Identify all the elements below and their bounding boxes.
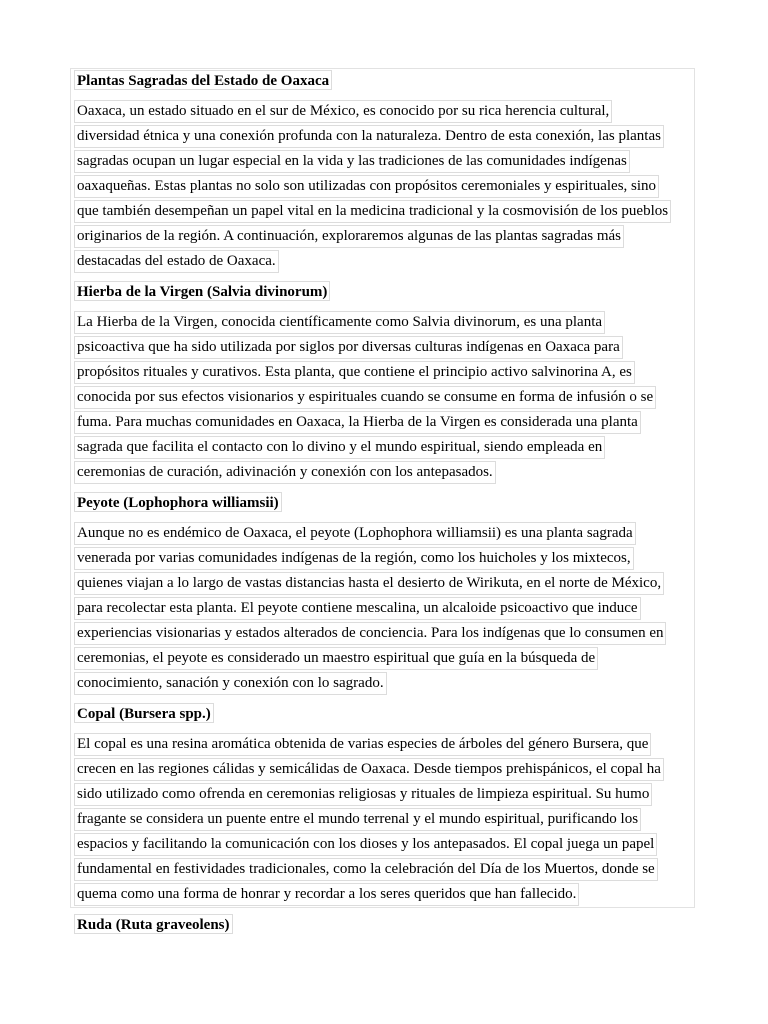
text-line: fuma. Para muchas comunidades en Oaxaca, la Hierba de la Virgen es considerada una planta xyxy=(74,411,641,434)
document-title-block xyxy=(74,70,694,92)
section-paragraph-peyote xyxy=(74,522,694,695)
text-line: crecen en las regiones cálidas y semicálidas de Oaxaca. Desde tiempos prehispánicos, el copal ha xyxy=(74,758,664,781)
text-line: conocimiento, sanación y conexión con lo sagrado. xyxy=(74,672,387,695)
section-heading-ruda: Ruda (Ruta graveolens) xyxy=(74,914,233,934)
text-line: El copal es una resina aromática obtenida de varias especies de árboles del género Bursera, que xyxy=(74,733,651,756)
text-line: Oaxaca, un estado situado en el sur de México, es conocido por su rica herencia cultural, xyxy=(74,100,612,123)
section-heading-block xyxy=(74,281,694,303)
text-line: fragante se considera un puente entre el mundo terrenal y el mundo espiritual, purificando los xyxy=(74,808,641,831)
document-body xyxy=(74,70,694,944)
section-heading-copal: Copal (Bursera spp.) xyxy=(74,703,214,723)
text-line: para recolectar esta planta. El peyote contiene mescalina, un alcaloide psicoactivo que induce xyxy=(74,597,641,620)
section-heading-salvia: Hierba de la Virgen (Salvia divinorum) xyxy=(74,281,330,301)
section-paragraph-copal xyxy=(74,733,694,906)
section-paragraph-salvia xyxy=(74,311,694,484)
text-line: Aunque no es endémico de Oaxaca, el peyote (Lophophora williamsii) es una planta sagrada xyxy=(74,522,636,545)
text-line: sagrada que facilita el contacto con lo divino y el mundo espiritual, siendo empleada en xyxy=(74,436,605,459)
text-line: fundamental en festividades tradicionales, como la celebración del Día de los Muertos, donde se xyxy=(74,858,658,881)
text-line: sido utilizado como ofrenda en ceremonias religiosas y rituales de limpieza espiritual. Su humo xyxy=(74,783,652,806)
text-line: psicoactiva que ha sido utilizada por siglos por diversas culturas indígenas en Oaxaca para xyxy=(74,336,623,359)
text-line: sagradas ocupan un lugar especial en la vida y las tradiciones de las comunidades indígenas xyxy=(74,150,630,173)
text-line: La Hierba de la Virgen, conocida científicamente como Salvia divinorum, es una planta xyxy=(74,311,605,334)
text-line: ceremonias, el peyote es considerado un maestro espiritual que guía en la búsqueda de xyxy=(74,647,598,670)
text-line: espacios y facilitando la comunicación con los dioses y los antepasados. El copal juega un papel xyxy=(74,833,657,856)
text-line: conocida por sus efectos visionarios y espirituales cuando se consume en forma de infusión o se xyxy=(74,386,656,409)
text-line: venerada por varias comunidades indígenas de la región, como los huicholes y los mixtecos, xyxy=(74,547,634,570)
text-line: diversidad étnica y una conexión profunda con la naturaleza. Dentro de esta conexión, las plantas xyxy=(74,125,664,148)
text-line: experiencias visionarias y estados alterados de conciencia. Para los indígenas que lo consumen en xyxy=(74,622,666,645)
text-line: quema como una forma de honrar y recordar a los seres queridos que han fallecido. xyxy=(74,883,579,906)
text-line: oaxaqueñas. Estas plantas no solo son utilizadas con propósitos ceremoniales y espirituales, sino xyxy=(74,175,659,198)
section-heading-block xyxy=(74,914,694,936)
text-line: quienes viajan a lo largo de vastas distancias hasta el desierto de Wirikuta, en el norte de México, xyxy=(74,572,664,595)
text-line: propósitos rituales y curativos. Esta planta, que contiene el principio activo salvinorina A, es xyxy=(74,361,635,384)
text-line: originarios de la región. A continuación, exploraremos algunas de las plantas sagradas más xyxy=(74,225,624,248)
section-heading-peyote: Peyote (Lophophora williamsii) xyxy=(74,492,282,512)
section-heading-block xyxy=(74,703,694,725)
section-heading-block xyxy=(74,492,694,514)
text-line: ceremonias de curación, adivinación y conexión con los antepasados. xyxy=(74,461,496,484)
document-title: Plantas Sagradas del Estado de Oaxaca xyxy=(74,70,332,90)
intro-paragraph xyxy=(74,100,694,273)
text-line: destacadas del estado de Oaxaca. xyxy=(74,250,279,273)
text-line: que también desempeñan un papel vital en la medicina tradicional y la cosmovisión de los pueblos xyxy=(74,200,671,223)
